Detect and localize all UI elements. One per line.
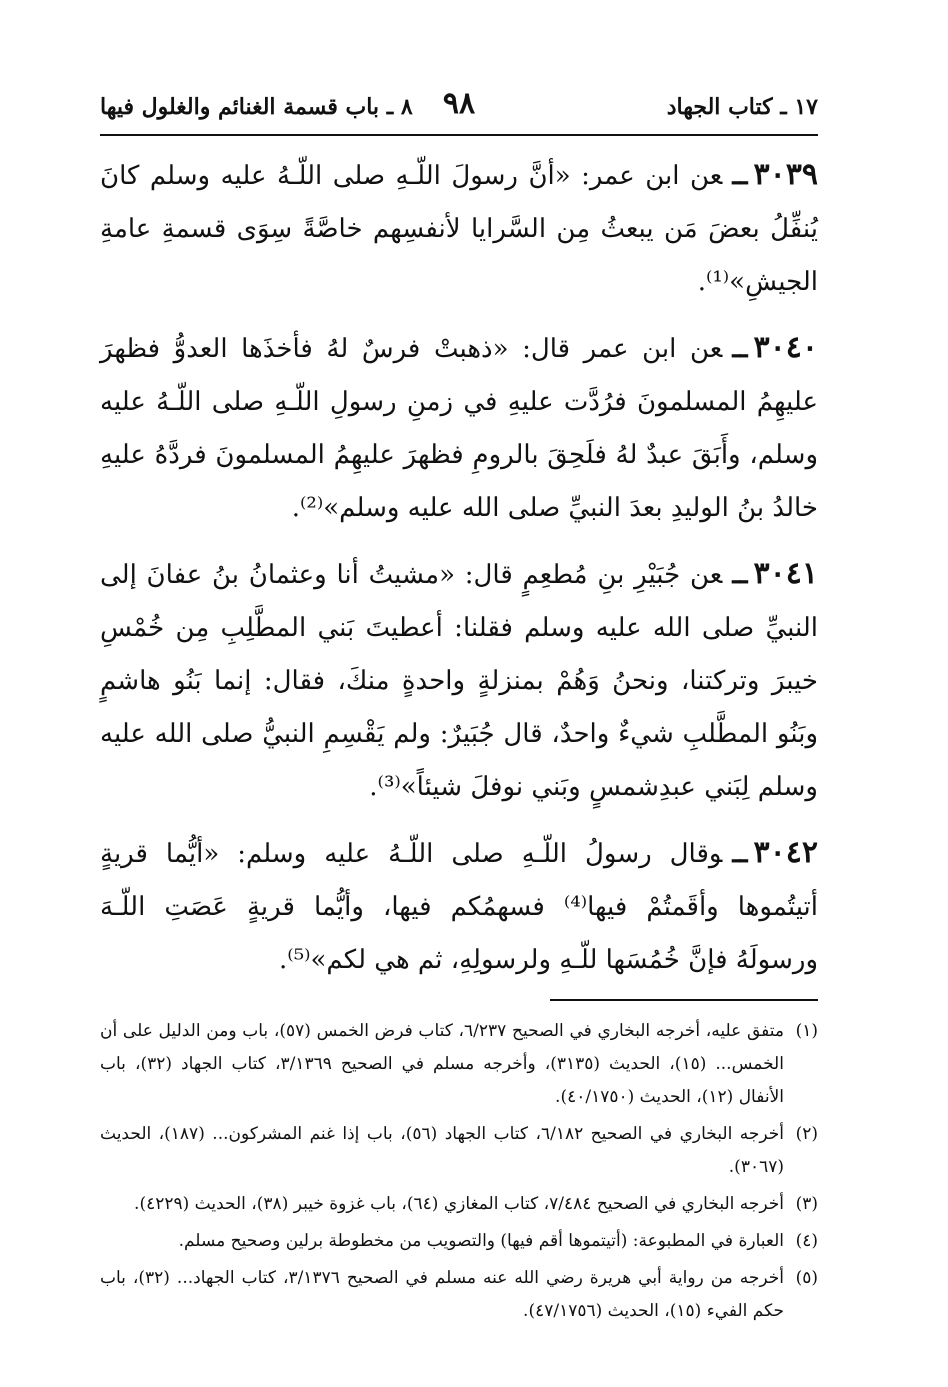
footnote-number: (١)	[795, 1021, 818, 1041]
hadith-dash: ــ	[732, 839, 748, 869]
hadith-number: ٣٠٤١	[753, 556, 818, 591]
footnote-number: (٢)	[795, 1124, 818, 1144]
hadith-number: ٣٠٤٢	[753, 835, 818, 870]
hadith-list	[100, 148, 818, 987]
hadith-number: ٣٠٣٩	[753, 157, 818, 192]
book-page	[100, 80, 818, 1320]
footnote-number: (٥)	[795, 1268, 818, 1288]
page-number: ٩٨	[442, 86, 476, 121]
hadith-text: عن ابن عمر: «أنَّ رسولَ اللّـهِ صلى اللّـهُ عليه وسلم كانَ يُنفِّلُ بعضَ مَن يبعثُ مِن السَّرايا لأنفسِهم خاصَّةً سِوَى قسمةِ عامةِ الجيشِ»⁽¹⁾.	[100, 161, 818, 297]
header-chapter-title: ٨ ـ باب قسمة الغنائم والغلول فيها	[100, 94, 413, 120]
hadith-number: ٣٠٤٠	[753, 330, 818, 365]
hadith-text: عن جُبَيْرِ بنِ مُطعِمٍ قال: «مشيتُ أنا وعثمانُ بنُ عفانَ إلى النبيِّ صلى الله عليه وسلم فقلنا: أعطيتَ بَني المطَّلِبِ مِن خُمْسِ خيبرَ وتركتنا، ونحنُ وَهُمْ بمنزلةٍ واحدةٍ منكَ، فقال: إنما بَنُو هاشمٍ وبَنُو المطَّلبِ شيءٌ واحدٌ، قال جُبَيرٌ: ولم يَقْسِمِ النبيُّ صلى الله عليه وسلم لِبَني عبدِشمسٍ وبَني نوفلَ شيئاً»⁽³⁾.	[100, 560, 818, 802]
footnote-text: متفق عليه، أخرجه البخاري في الصحيح ٦/٢٣٧، كتاب فرض الخمس (٥٧)، باب ومن الدليل على أن الخمس... (١٥)، الحديث (٣١٣٥)، وأخرجه مسلم في الصحيح ٣/١٣٦٩، كتاب الجهاد (٣٢)، باب الأنفال (١٢)، الحديث (٤٠/١٧٥٠).	[100, 1021, 785, 1107]
hadith-text: عن ابن عمر قال: «ذهبتْ فرسٌ لهُ فأخذَها العدوُّ فظهرَ عليهِمُ المسلمونَ فرُدَّت عليهِ في زمنِ رسولِ اللّـهِ صلى اللّـهُ عليه وسلم، وأَبَقَ عبدٌ لهُ فلَحِقَ بالرومِ فظهرَ عليهِمُ المسلمونَ فردَّهُ عليهِ خالدُ بنُ الوليدِ بعدَ النبيِّ صلى الله عليه وسلم»⁽²⁾.	[100, 334, 818, 523]
footnote-4	[100, 1225, 818, 1258]
hadith-dash: ــ	[732, 334, 748, 364]
hadith-dash: ــ	[732, 560, 748, 590]
footnote-number: (٣)	[795, 1194, 818, 1214]
hadith-3039	[100, 148, 818, 309]
footnote-text: العبارة في المطبوعة: (أتيتموها أقم فيها) والتصويب من مخطوطة برلين وصحيح مسلم.	[178, 1231, 784, 1251]
hadith-3040	[100, 321, 818, 535]
footnote-text: أخرجه البخاري في الصحيح ٦/١٨٢، كتاب الجهاد (٥٦)، باب إذا غنم المشركون... (١٨٧)، الحديث (٣٠٦٧).	[100, 1124, 785, 1177]
footnote-text: أخرجه البخاري في الصحيح ٧/٤٨٤، كتاب المغازي (٦٤)، باب غزوة خيبر (٣٨)، الحديث (٤٢٢٩).	[134, 1194, 784, 1214]
footnote-divider	[550, 999, 818, 1001]
footnote-3	[100, 1188, 818, 1221]
hadith-3041	[100, 547, 818, 814]
hadith-dash: ــ	[732, 161, 748, 191]
header-book-title: ١٧ ـ كتاب الجهاد	[666, 94, 818, 120]
hadith-3042	[100, 826, 818, 987]
footnote-1	[100, 1015, 818, 1114]
footnotes	[100, 1015, 818, 1328]
footnote-text: أخرجه من رواية أبي هريرة رضي الله عنه مسلم في الصحيح ٣/١٣٧٦، كتاب الجهاد... (٣٢)، باب حكم الفيء (١٥)، الحديث (٤٧/١٧٥٦).	[100, 1268, 784, 1321]
footnote-5	[100, 1262, 818, 1328]
footnote-2	[100, 1118, 818, 1184]
running-header	[100, 80, 818, 136]
footnote-number: (٤)	[795, 1231, 818, 1251]
hadith-text: وقال رسولُ اللّـهِ صلى اللّـهُ عليه وسلم: «أيُّما قريةٍ أتيتُموها وأقَمتُمْ فيها⁽⁴⁾ فسهمُكم فيها، وأيُّما قريةٍ عَصَتِ اللّـهَ ورسولَهُ فإنَّ خُمُسَها للّـهِ ولرسولِهِ، ثم هي لكم»⁽⁵⁾.	[100, 839, 819, 975]
